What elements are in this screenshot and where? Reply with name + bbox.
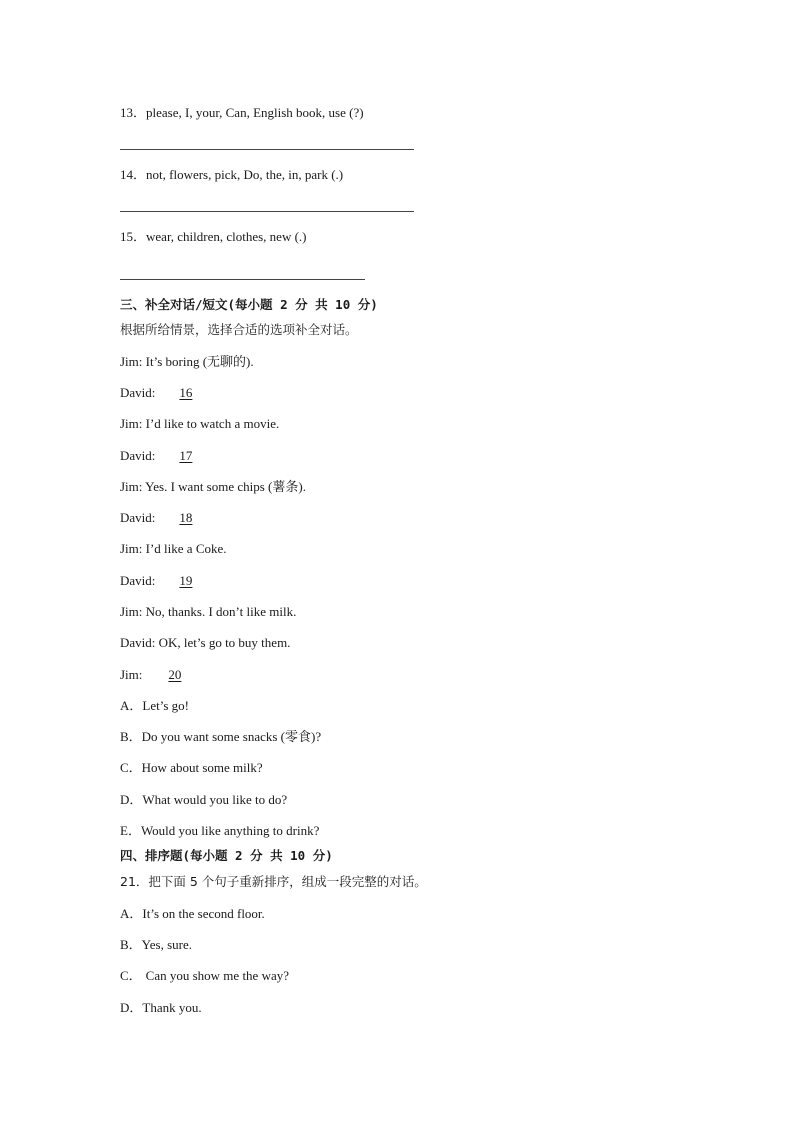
dialogue-line-blank-17 — [120, 448, 204, 464]
option-label: A． — [120, 906, 143, 921]
option-text: What would you like to do? — [142, 792, 288, 807]
option-label: B． — [120, 937, 142, 952]
dialogue-line: Jim: It’s boring (无聊的). — [120, 354, 254, 369]
option-label: D． — [120, 792, 143, 807]
dialogue-line: David: OK, let’s go to buy them. — [120, 635, 291, 650]
question-text: please, I, your, Can, English book, use (?) — [146, 105, 364, 120]
option-label: B． — [120, 729, 142, 744]
option-a — [120, 698, 189, 714]
dialogue-line-blank-18 — [120, 510, 204, 526]
option-label: E． — [120, 823, 141, 838]
order-option-a — [120, 906, 265, 922]
option-label: C． — [120, 760, 142, 775]
section-4-heading: 四、排序题(每小题 2 分 共 10 分) — [120, 848, 333, 863]
option-text: Yes, sure. — [141, 937, 192, 952]
speaker: David: — [120, 448, 156, 463]
question-15 — [120, 229, 306, 245]
option-e — [120, 823, 319, 839]
speaker: David: — [120, 510, 156, 525]
option-c — [120, 760, 263, 776]
option-label: A． — [120, 698, 143, 713]
option-text: Let’s go! — [142, 698, 189, 713]
blank-20[interactable]: 20 — [168, 667, 182, 682]
blank-19[interactable]: 19 — [179, 573, 193, 588]
dialogue-line-blank-16 — [120, 385, 204, 401]
option-text: Thank you. — [142, 1000, 202, 1015]
dialogue-line-blank-20 — [120, 667, 195, 683]
question-text: 把下面 5 个句子重新排序，组成一段完整的对话。 — [148, 874, 427, 889]
section-3-heading: 三、补全对话/短文(每小题 2 分 共 10 分) — [120, 297, 378, 312]
question-number: 13． — [120, 105, 147, 120]
answer-line-15[interactable] — [120, 279, 365, 280]
question-14 — [120, 167, 343, 183]
answer-line-14[interactable] — [120, 211, 414, 212]
question-21 — [120, 874, 427, 890]
option-text: Do you want some snacks (零食)? — [141, 729, 322, 744]
dialogue-line: Jim: I’d like a Coke. — [120, 541, 227, 556]
dialogue-line: Jim: No, thanks. I don’t like milk. — [120, 604, 297, 619]
question-text: not, flowers, pick, Do, the, in, park (.) — [146, 167, 344, 182]
speaker: Jim: — [120, 667, 143, 682]
blank-17[interactable]: 17 — [179, 448, 193, 463]
option-text: Would you like anything to drink? — [140, 823, 320, 838]
option-text: Can you show me the way? — [145, 968, 290, 983]
speaker: David: — [120, 385, 156, 400]
option-text: It’s on the second floor. — [142, 906, 265, 921]
option-label: D． — [120, 1000, 143, 1015]
order-option-d — [120, 1000, 202, 1016]
answer-line-13[interactable] — [120, 149, 414, 150]
question-number: 15． — [120, 229, 147, 244]
option-text: How about some milk? — [141, 760, 263, 775]
question-text: wear, children, clothes, new (.) — [146, 229, 307, 244]
blank-18[interactable]: 18 — [179, 510, 193, 525]
option-d — [120, 792, 287, 808]
option-label: C． — [120, 968, 142, 983]
question-13 — [120, 105, 364, 121]
speaker: David: — [120, 573, 156, 588]
question-number: 14． — [120, 167, 147, 182]
dialogue-line: Jim: Yes. I want some chips (薯条). — [120, 479, 306, 494]
order-option-c — [120, 968, 289, 984]
blank-16[interactable]: 16 — [179, 385, 193, 400]
dialogue-line: Jim: I’d like to watch a movie. — [120, 416, 280, 431]
section-3-instruction: 根据所给情景，选择合适的选项补全对话。 — [120, 322, 358, 337]
question-number: 21． — [120, 874, 149, 889]
order-option-b — [120, 937, 192, 953]
dialogue-line-blank-19 — [120, 573, 204, 589]
option-b — [120, 729, 321, 745]
